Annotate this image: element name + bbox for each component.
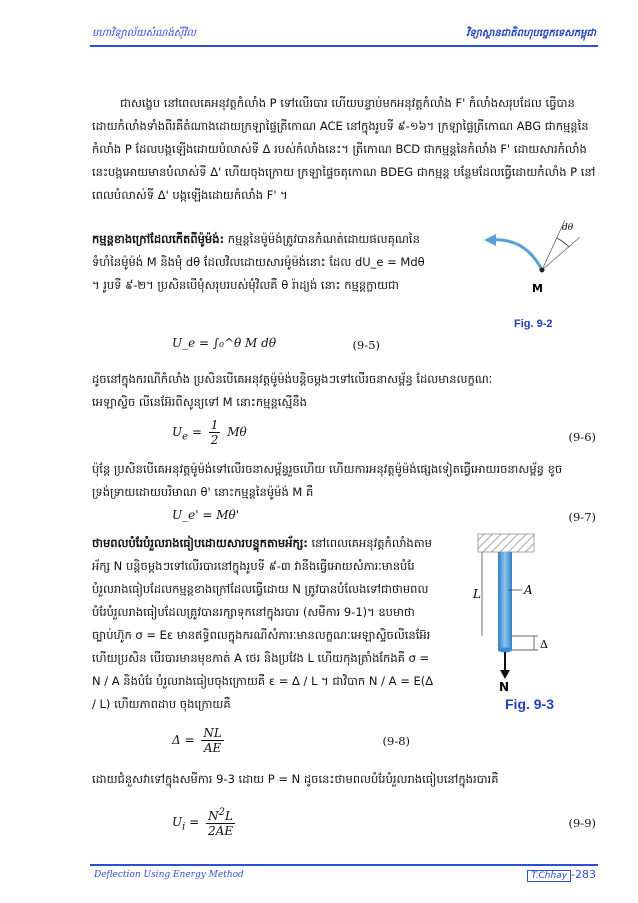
footer-chapter: Deflection Using Energy Method [94,870,244,880]
equation-9-5: U_e = ∫₀^θ M dθ [172,336,277,350]
fraction-N2L-over-2AE: $\frac{N^2L}{2AE}$ [208,807,234,838]
pivot-point [540,268,545,273]
moment-arc [490,240,542,270]
paragraph-axial-strain-energy-text: នៅពេលគេអនុវត្តកំលាំងតាម អ័ក្ស N បន្តិចម្តងៗទៅលើរបារនៅក្នុងរូបទី ៩-៣ វានឹងធ្វើអោយសំភារៈមានបំរែ បំរួលរាងធៀបដែលកម្មន្តខាងក្រៅដែលធ្វើដោយ N ត្រូវបានបំលែងទៅជាថាមពល បំរែបំរួលរាងធៀបដែលត្រូវបានរក្សាទុកនៅក្នុងរបារ (សមីការ 9-1)។ ឧបមាថាច្បាប់ហ៊ូក σ = Eε មានឥទ្ធិពលក្នុងករណីសំភារៈមានលក្ខណៈអេឡាស្ទិចលីនេអ៊ែរ ហើយប្រសិន បើរបារមានមុខកាត់ A ថេរ និងប្រវែង L ហើយកុងត្រាំងកែងគឺ σ = N / A និងបំរែ បំរួលរាងធៀបចុងក្រោយគឺ ε = Δ / L ។ ជាវិបាក N / A = E(Δ / L) ហើយភាពដាប ចុងក្រោយគឺ [92,536,434,711]
footer-page [527,868,596,881]
page-number: -283 [571,868,596,881]
fig3-area-label: A [524,583,533,597]
fig2-moment-label: M [532,282,543,295]
paragraph-axial-strain-energy [92,532,437,716]
footer-author: T.Chhay [527,870,571,882]
paragraph-moment-work-text: កម្មន្តនៃម៉ូម៉ង់ត្រូវបានកំណត់ដោយផលគុណនៃ ទំហំនៃម៉ូម៉ង់ M និងមុំ dθ ដែលវិលដោយសារម៉ូម៉ង់នោះ ដែល dU_e = Mdθ ។ រូបទី ៩-២។ ប្រសិនបើមុំសរុបរបស់មុំវិលគឺ θ រ៉ាដ្យង់ នោះ កម្មន្តក្លាយជា [92,232,425,292]
equation-9-7-number: (9-7) [568,510,596,524]
equation-9-8: Δ = $\frac{NL}{AE}$ [172,726,222,755]
header-faculty: មហាវិទ្យាល័យសំណង់ស៊ីវិល [92,28,196,39]
equation-9-8-number: (9-8) [382,734,410,748]
equation-9-9: $U_i$ = $\frac{N^2L}{2AE}$ [172,807,234,838]
fig3-force-label: N [499,680,510,692]
equation-9-9-number: (9-9) [568,816,596,830]
radius-line-2 [542,237,580,270]
equation-9-6-number: (9-6) [568,430,596,444]
section-title-moment-work: កម្មន្តខាងក្រៅដែលកើតពីម៉ូម៉ង់: [92,232,225,246]
section-title-axial-energy: ថាមពលបំរែបំរួលរាងធៀបដោយសារបន្ទុកតាមអ័ក្ស: [92,536,308,550]
bar-bottom-face [498,648,512,653]
fig-9-3-caption: Fig. 9-3 [505,696,555,712]
fig-9-2-caption: Fig. 9-2 [514,318,553,330]
paragraph-summary: ជាសង្ខេប នៅពេលគេអនុវត្តកំលាំង P ទៅលើរបារ ហើយបន្ទាប់មកអនុវត្តកំលាំង F' កំលាំងសរុបដែល ធ្វើបានដោយកំលាំងទាំងពីរគឺតំណាងដោយក្រឡាផ្ទៃត្រីកោណ ACE នៅក្នុងរូបទី ៩-១៦។ ក្រឡាផ្ទៃត្រីកោណ ABG ជាកម្មន្តនៃកំលាំង P ដែលបង្កឡើងដោយបំលាស់ទី Δ របស់កំលាំងនេះ។ ត្រីកោណ BCD ជាកម្មន្តនៃកំលាំង F' ដោយសារកំលាំងនេះបង្កអោយមានបំលាស់ទី Δ' ហើយចុងក្រោយ ក្រឡាផ្ទៃចតុកោណ BDEG ជាកម្មន្ត បន្ថែមដែលធ្វើដោយកំលាំង P នៅពេលបំលាស់ទី Δ' បង្កឡើងដោយកំលាំង F' ។ [92,96,596,202]
moment-arrowhead [484,234,496,246]
axial-bar [498,552,512,650]
fig3-delta-label: Δ [540,638,548,651]
equation-9-5-number: (9-5) [352,338,380,352]
footer-rule [90,864,598,866]
figure-9-3 [460,532,600,692]
equation-9-7: U_e' = Mθ' [172,508,240,522]
header-institute: វិទ្យាស្ថានជាតិពហុបច្ចេកទេសកម្ពុជា [466,28,596,39]
axial-force-arrowhead [500,670,510,679]
fraction-one-half: $\frac{1}{2}$ [210,418,219,447]
equation-9-6: $U_e$ = $\frac{1}{2}$ Mθ [172,418,247,447]
fig2-angle-label: dθ [562,223,574,233]
fraction-NL-over-AE: $\frac{NL}{AE}$ [203,726,222,755]
paragraph-gradual-moment: ដូចនៅក្នុងករណីកំលាំង ប្រសិនបើគេអនុវត្តម៉ូម៉ង់បន្តិចម្តងៗទៅលើរចនាសម្ព័ន្ធ ដែលមានលក្ខណៈអេឡាស្ទិច លីនេអ៊ែរពីសូន្យទៅ M នោះកម្មន្តស្មើនឹង [92,372,493,409]
header-rule [90,45,598,47]
paragraph-substitution: ដោយជំនួសវាទៅក្នុងសមីការ 9-3 ដោយ P = N ដូចនេះថាមពលបំរែបំរួលរាងធៀបនៅក្នុងរបារគឺ [92,772,499,786]
figure-9-2 [470,212,585,312]
fixed-support [478,534,534,552]
fig3-length-label: L [473,587,481,601]
angle-arc [557,238,569,247]
paragraph-moment-work [92,228,427,297]
paragraph-existing-moment: ប៉ុន្តែ ប្រសិនបើគេអនុវត្តម៉ូម៉ង់ទៅលើរចនាសម្ព័ន្ធរួចហើយ ហើយការអនុវត្តម៉ូម៉ង់ផ្សេងទៀតធ្វើអោយរចនាសម្ព័ន្ធ ខូចទ្រង់ទ្រាយដោយបរិមាណ θ' នោះកម្មន្តនៃម៉ូម៉ង់ M គឺ [92,462,563,499]
